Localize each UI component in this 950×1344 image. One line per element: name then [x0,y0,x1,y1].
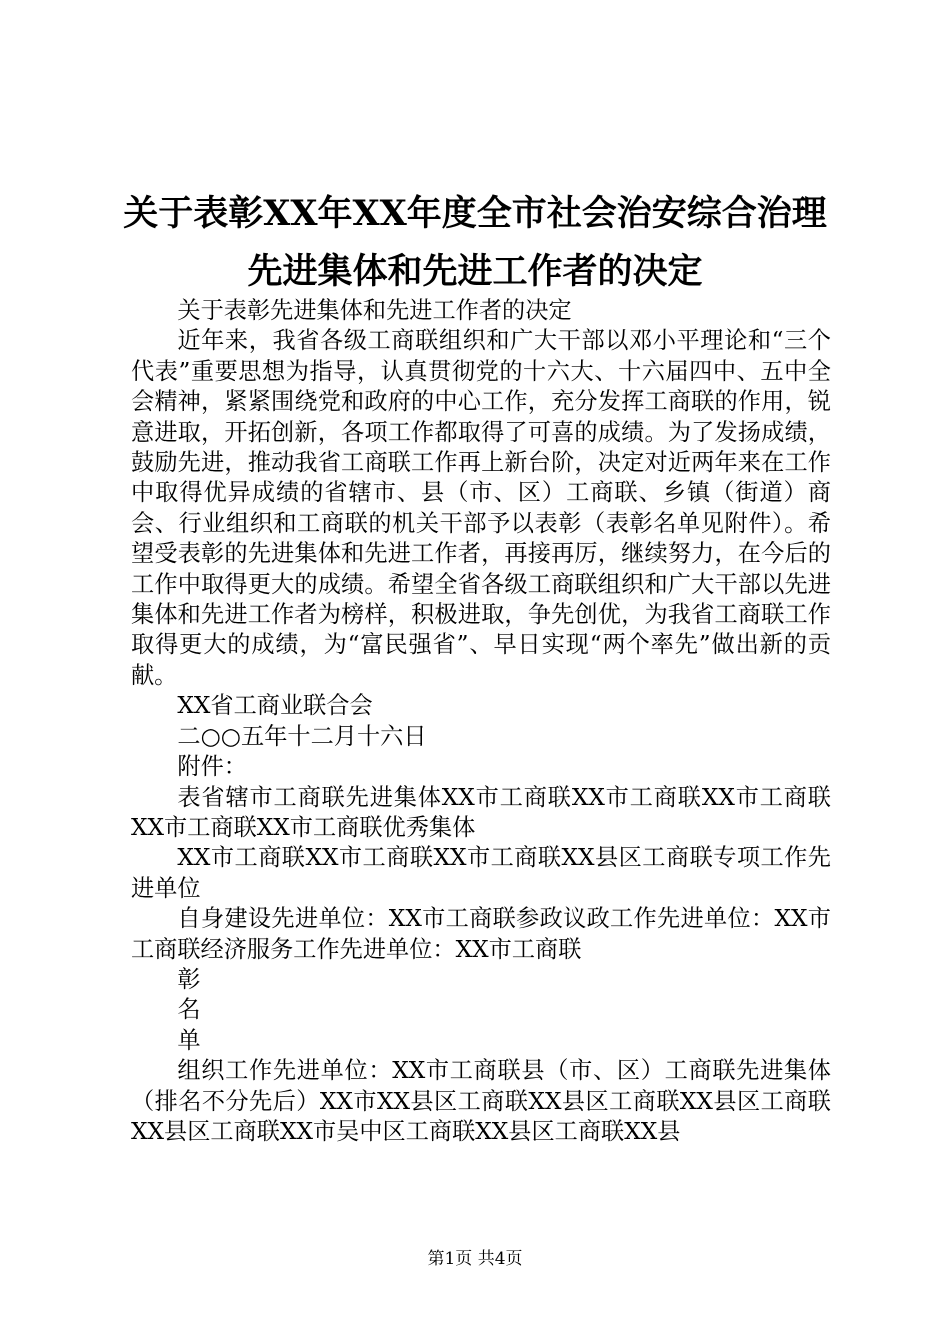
issuer-name: XX省工商业联合会 [177,692,373,720]
subtitle-paragraph: 关于表彰先进集体和先进工作者的决定 [177,297,572,324]
attachment-char-line: 彰 [177,965,201,993]
attachment-paragraph: XX市工商联XX市工商联XX市工商联XX县区工商联专项工作先进单位 [131,844,831,902]
body-paragraph: 近年来，我省各级工商联组织和广大干部以邓小平理论和“三个代表”重要思想为指导，认真贯彻党的十六大、十六届四中、五中全会精神，紧紧围绕党和政府的中心工作，充分发挥工商联的作用，锐意进取，开拓创新，各项工作都取得了可喜的成绩。为了发扬成绩，鼓励先进，推动我省工商联工作再上新台阶，决定对近两年来在工作中取得优异成绩的省辖市、县（市、区）工商联、乡镇（街道）商会、行业组织和工商联的机关干部予以表彰（表彰名单见附件）。希望受表彰的先进集体和先进工作者，再接再厉，继续努力，在今后的工作中取得更大的成绩。希望全省各级工商联组织和广大干部以先进集体和先进工作者为榜样，积极进取，争先创优，为我省工商联工作取得更大的成绩，为“富民强省”、早日实现“两个率先”做出新的贡献。 [131,327,831,689]
page-footer: 第1页 共4页 [427,1249,523,1269]
attachment-paragraph: 组织工作先进单位：XX市工商联县（市、区）工商联先进集体（排名不分先后）XX市XX县区工商联XX县区工商联XX县区工商联XX县区工商联XX市吴中区工商联XX县区工商联XX县 [131,1057,831,1145]
document-title-line2: 先进集体和先进工作者的决定 [247,251,703,292]
attachment-char-line: 单 [177,1026,201,1054]
attachment-heading: 附件： [177,753,247,781]
attachment-paragraph: 表省辖市工商联先进集体XX市工商联XX市工商联XX市工商联XX市工商联XX市工商联优秀集体 [131,783,831,841]
document-body [131,296,831,1147]
issue-date: 二○○五年十二月十六日 [177,722,427,750]
attachment-char-line: 名 [177,996,201,1024]
document-title-line1: 关于表彰XX年XX年度全市社会治安综合治理 [123,193,827,234]
attachment-paragraph: 自身建设先进单位：XX市工商联参政议政工作先进单位：XX市工商联经济服务工作先进单位：XX市工商联 [131,905,831,963]
